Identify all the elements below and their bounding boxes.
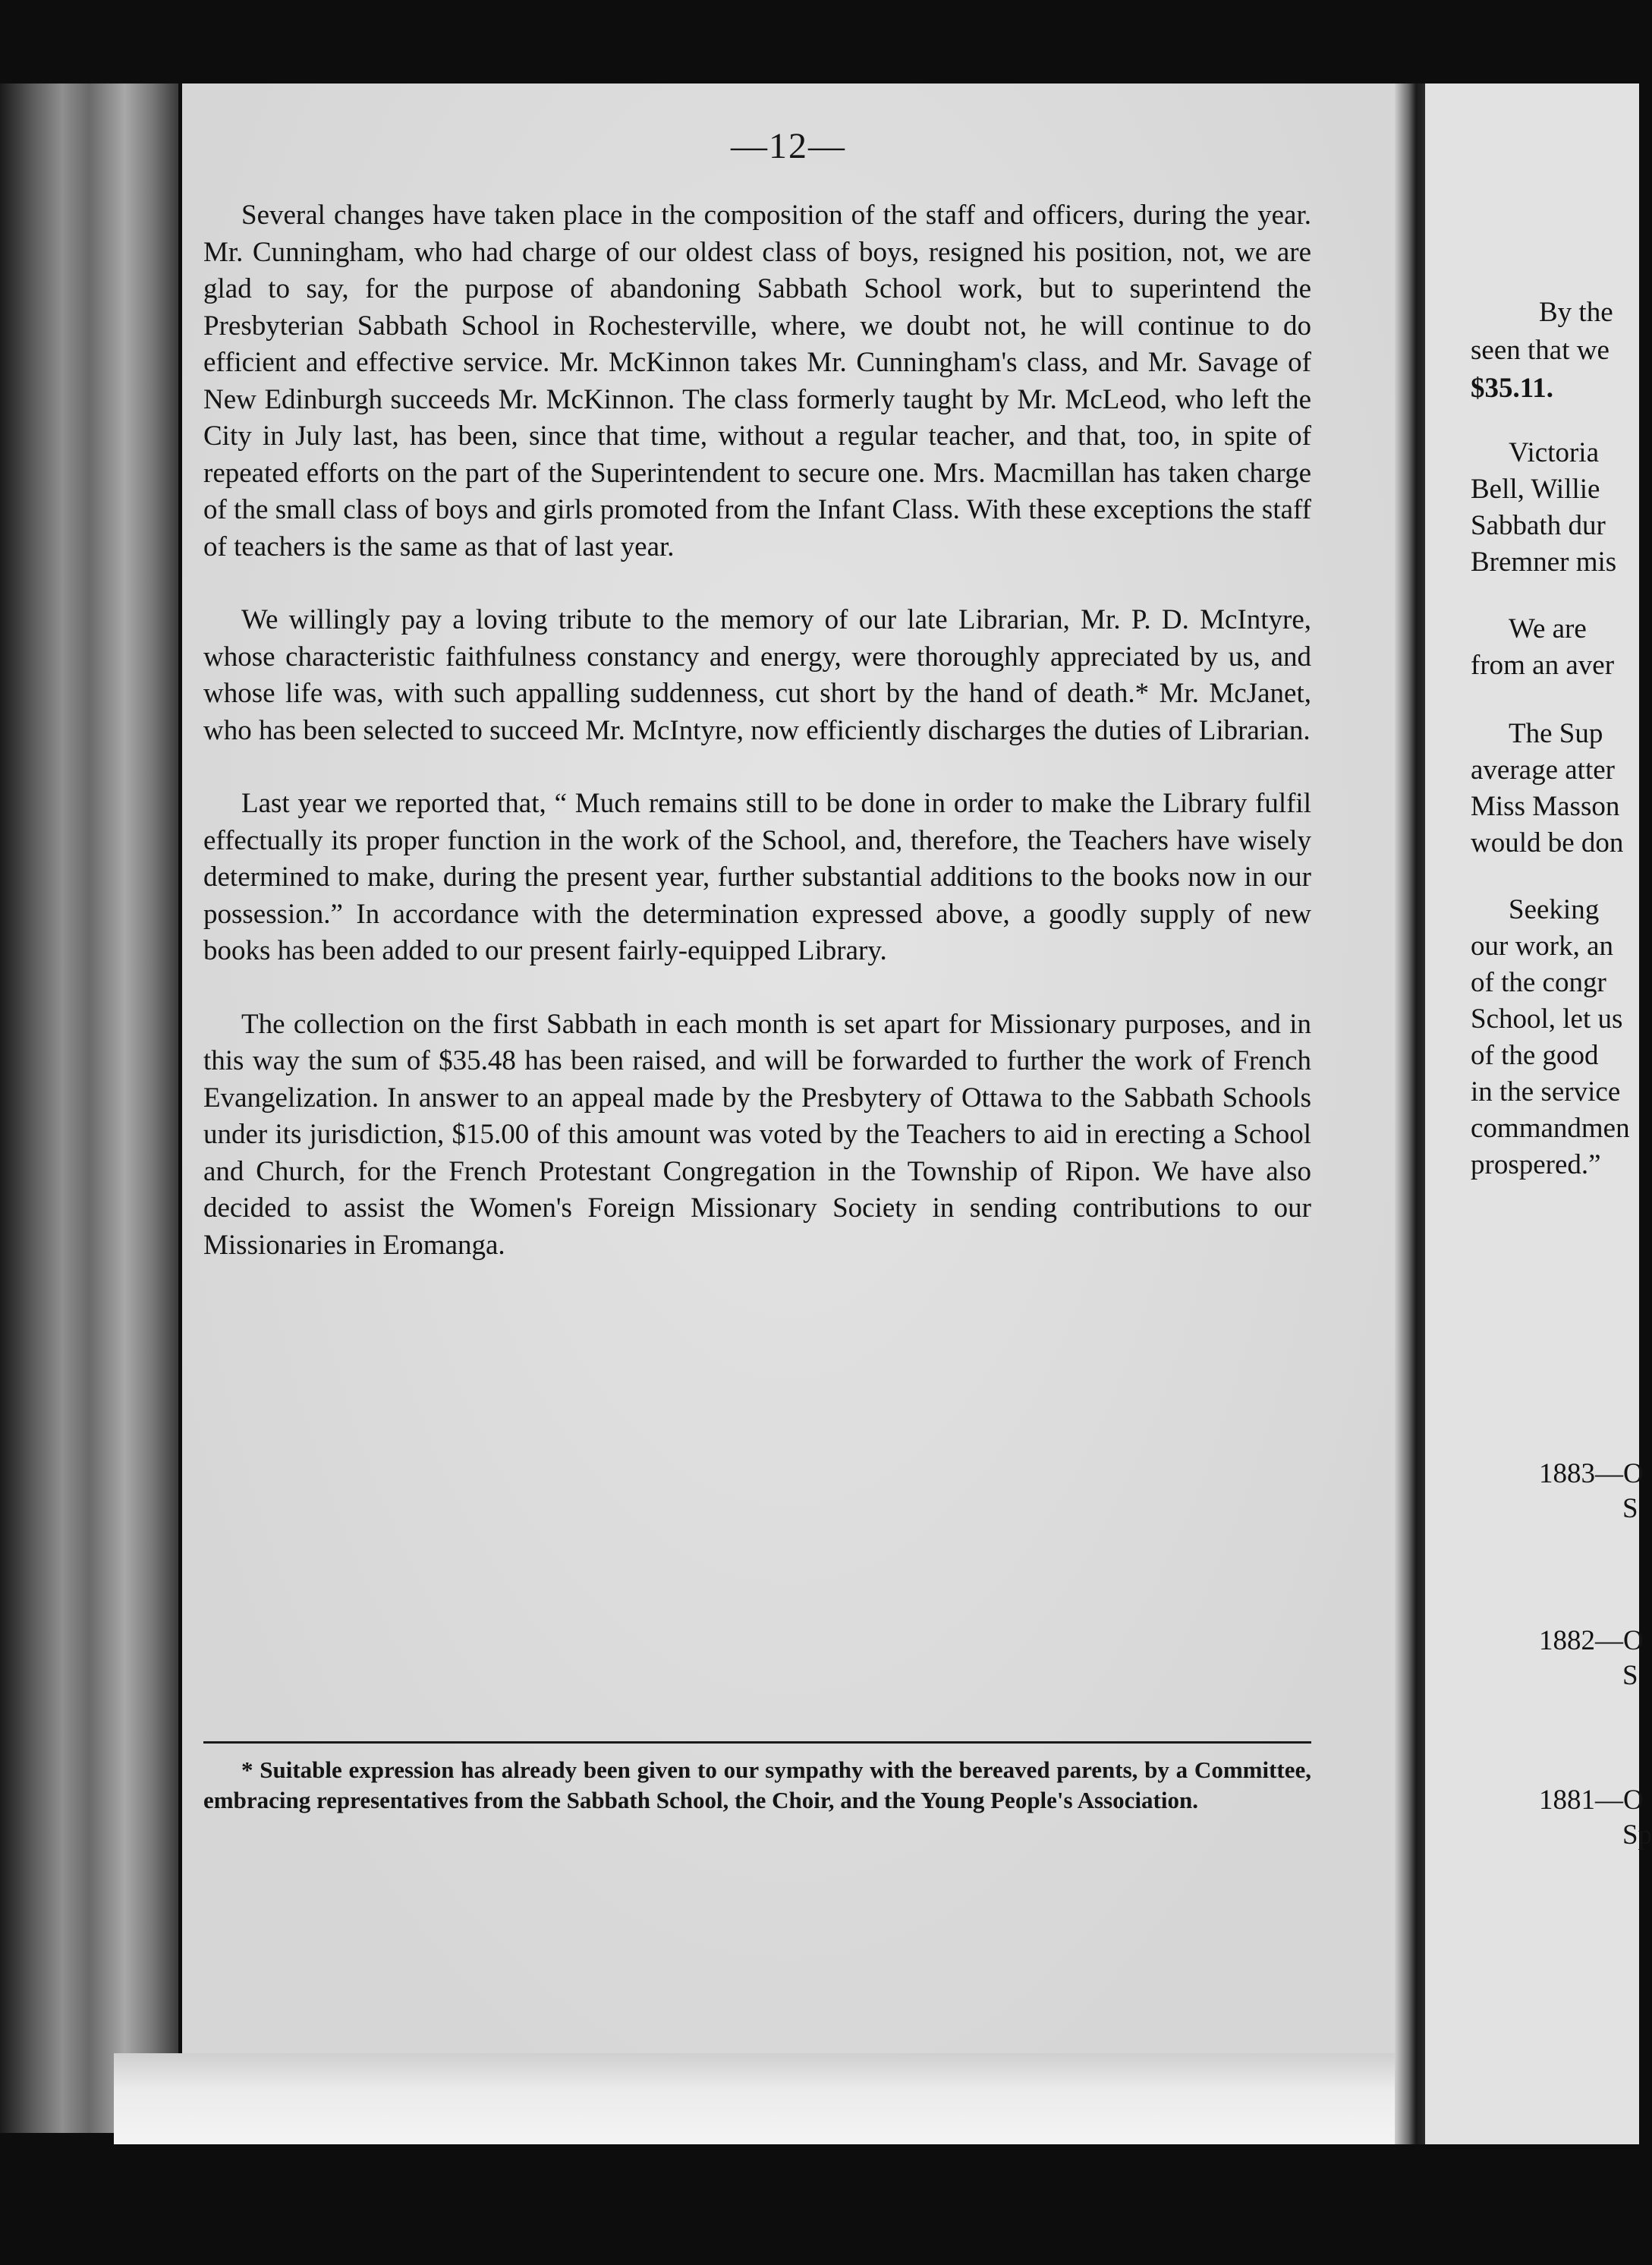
paragraph: Several changes have taken place in the composition of the staff and officers, during the year. Mr. Cunningham, who had charge of our oldest class of boys, resigned his position, not, we are glad to say, for the purpose of abandoning Sabbath School work, but to superintend the Presbyterian Sabbath School in Rochesterville, where, we doubt not, he will continue to do efficient and effective service. Mr. McKinnon takes Mr. Cunningham's class, and Mr. Savage of New Edinburgh succeeds Mr. McKinnon. The class formerly taught by Mr. McLeod, who left the City in July last, has been, since that time, without a regular teacher, and that, too, in spite of repeated efforts on the part of the Superintendent to secure one. Mrs. Macmillan has taken charge of the small class of boys and girls promoted from the Infant Class. With these exceptions the staff of teachers is the same as that of last year. bbox=[203, 200, 1311, 562]
body-text bbox=[203, 197, 1311, 1300]
right-page-line: commandmen bbox=[1471, 1113, 1630, 1144]
footnote: * Suitable expression has already been given to our sympathy with the bereaved parents, by a Committee, embracing representatives from the Sabbath School, the Choir, and the Young People's Association. bbox=[203, 1756, 1311, 1813]
right-page-line: By the bbox=[1539, 297, 1613, 328]
book-gutter bbox=[1395, 83, 1425, 2144]
right-page-line: average atter bbox=[1471, 754, 1615, 786]
right-page-line: Bremner mis bbox=[1471, 547, 1617, 578]
right-page-line: our work, an bbox=[1471, 931, 1614, 962]
right-page-line: would be don bbox=[1471, 827, 1624, 858]
right-page-line: Miss Masson bbox=[1471, 791, 1620, 822]
right-page-line: Sabbath dur bbox=[1471, 510, 1606, 541]
right-page-line: School, let us bbox=[1471, 1003, 1623, 1035]
right-page-line: Sp bbox=[1622, 1819, 1652, 1851]
right-page-line: 1883—O bbox=[1539, 1458, 1644, 1489]
right-page-line: prospered.” bbox=[1471, 1149, 1601, 1180]
right-page-line: S bbox=[1622, 1493, 1638, 1524]
page-bottom-edge bbox=[114, 2053, 1396, 2144]
right-page-line: We are bbox=[1509, 613, 1587, 644]
right-page bbox=[1425, 83, 1652, 2144]
right-page-line: seen that we bbox=[1471, 335, 1610, 366]
right-page-line: in the service bbox=[1471, 1076, 1621, 1107]
right-page-line: S bbox=[1622, 1660, 1638, 1691]
right-page-line: of the congr bbox=[1471, 967, 1606, 998]
right-page-line: 1882—O bbox=[1539, 1625, 1644, 1656]
right-page-line: The Sup bbox=[1509, 718, 1603, 749]
right-page-line: $35.11. bbox=[1471, 373, 1553, 404]
right-page-line: Bell, Willie bbox=[1471, 474, 1600, 505]
right-page-line: Seeking bbox=[1509, 894, 1600, 925]
right-page-line: 1881—O bbox=[1539, 1785, 1644, 1816]
right-page-line: Victoria bbox=[1509, 437, 1600, 468]
paragraph: The collection on the first Sabbath in each month is set apart for Missionary purposes, and in this way the sum of $35.48 has been raised, and will be forwarded to further the work of French Evangelization. In answer to an appeal made by the Presbytery of Ottawa to the Sabbath Schools under its jurisdiction, $15.00 of this amount was voted by the Teachers to aid in erecting a School and Church, for the French Protestant Congregation in the Township of Ripon. We have also decided to assist the Women's Foreign Missionary Society in sending contributions to our Missionaries in Eromanga. bbox=[203, 1008, 1311, 1261]
book-binding-edge bbox=[0, 83, 178, 2133]
paragraph: Last year we reported that, “ Much remains still to be done in order to make the Library fulfil effectually its proper function in the work of the School, and, therefore, the Teachers have wisely determined to make, during the present year, further substantial additions to the books now in our possession.” In accordance with the determination expressed above, a goodly supply of new books has been added to our present fairly-equipped Library. bbox=[203, 788, 1311, 966]
paragraph: We willingly pay a loving tribute to the memory of our late Librarian, Mr. P. D. McIntyre, whose characteristic faithfulness constancy and energy, were thoroughly appreciated by us, and whose life was, with such appalling suddenness, cut short by the hand of death.* Mr. McJanet, who has been selected to succeed Mr. McIntyre, now efficiently discharges the duties of Librarian. bbox=[203, 604, 1311, 746]
right-page-line: from an aver bbox=[1471, 650, 1615, 681]
page-number: —12— bbox=[731, 126, 846, 166]
right-page-line: of the good bbox=[1471, 1040, 1599, 1071]
footnote-rule bbox=[203, 1741, 1311, 1744]
